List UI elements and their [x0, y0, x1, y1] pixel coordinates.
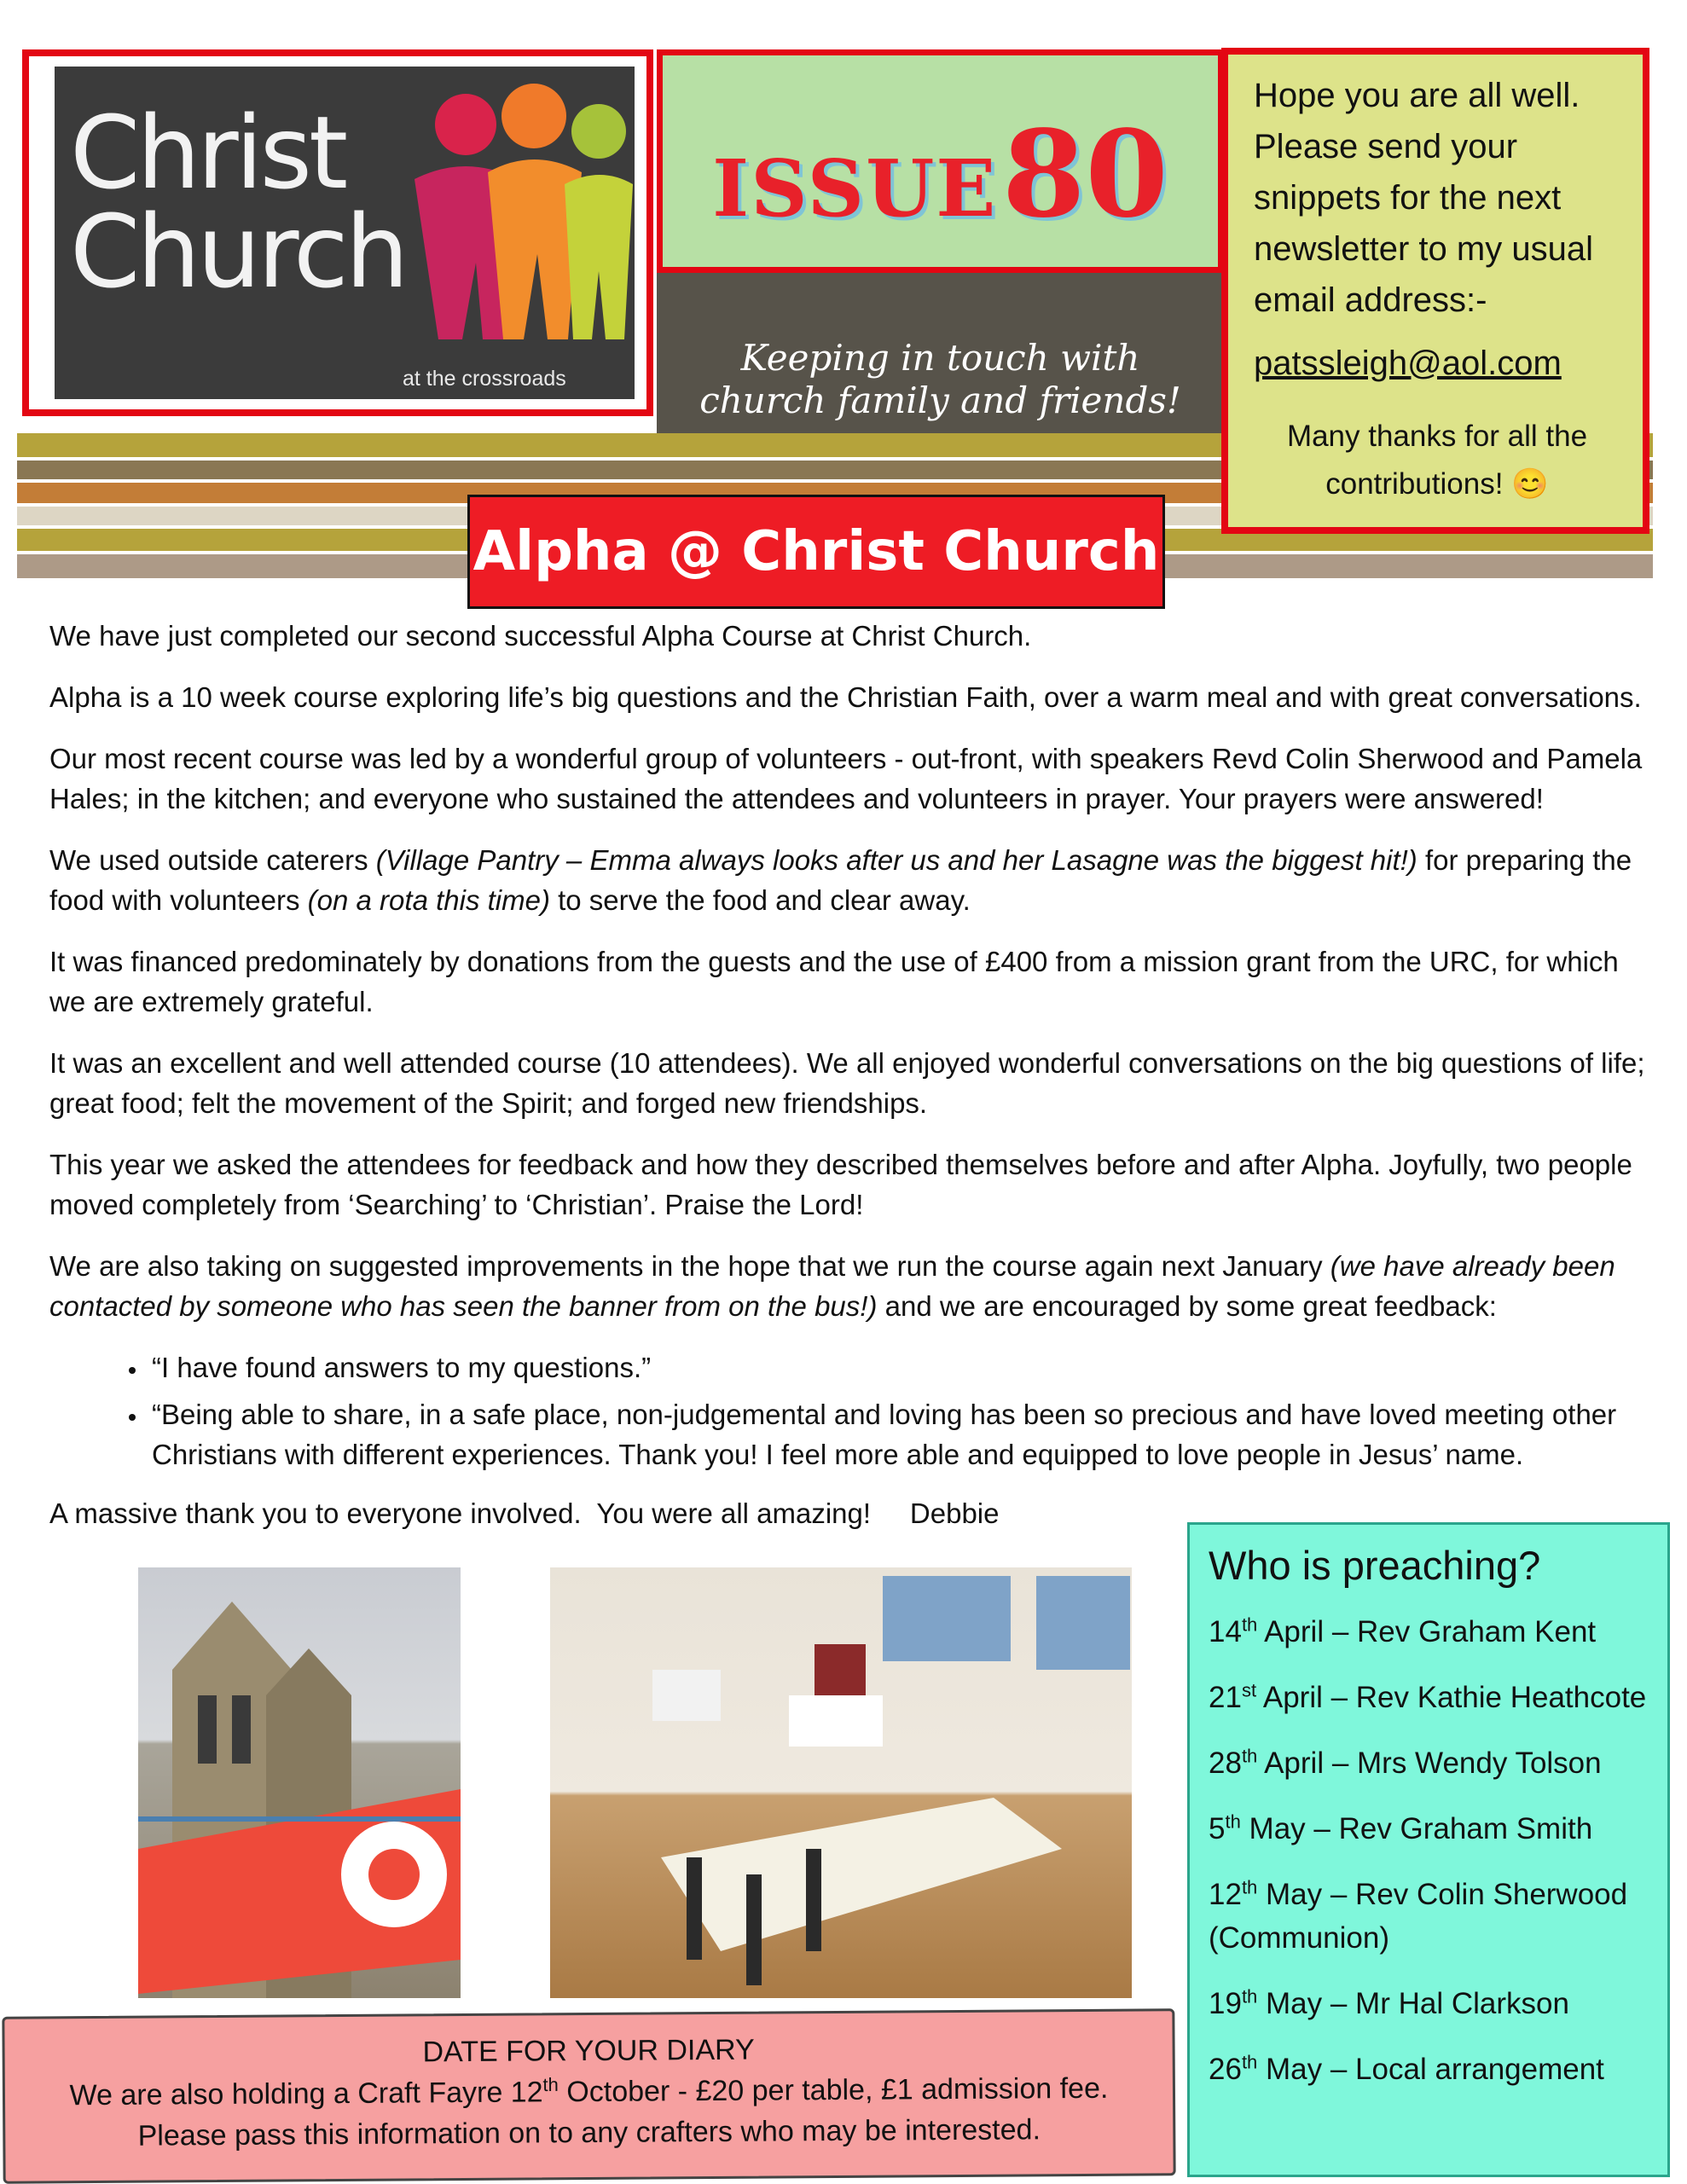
italic-run: (Village Pantry – Emma always looks after us and her Lasagne was the biggest hit!) — [375, 844, 1417, 876]
paragraph: It was financed predominately by donations from the guests and the use of £400 from a mission grant from the URC, for which we are extremely grateful. — [49, 946, 1619, 1017]
preaching-item — [1209, 1741, 1661, 1785]
logo-line1: Christ — [70, 94, 345, 211]
date-day: 26 — [1209, 2053, 1242, 2086]
people-figures-icon — [404, 84, 635, 365]
paragraph — [49, 1246, 1653, 1326]
date-day: 21 — [1209, 1681, 1242, 1714]
date-day: 12 — [1209, 1878, 1242, 1911]
date-suffix: th — [1241, 1613, 1258, 1636]
preacher: May – Mr Hal Clarkson — [1257, 1987, 1569, 2020]
note-text: Hope you are all well. Please send your snippets for the next newsletter to my usual email address:- — [1254, 77, 1593, 319]
issue-panel — [657, 49, 1224, 273]
preaching-item — [1209, 1873, 1661, 1960]
preaching-item — [1209, 1610, 1661, 1654]
italic-run: (on a rota this time) — [307, 884, 550, 916]
preacher: May – Rev Graham Smith — [1240, 1812, 1593, 1845]
issue-title — [663, 105, 1218, 245]
paragraph: It was an excellent and well attended course (10 attendees). We all enjoyed wonderful conversations on the big questions of life; great food; felt the movement of the Spirit; and forged new friendships. — [49, 1047, 1645, 1119]
date-day: 19 — [1209, 1987, 1242, 2020]
date-suffix: th — [1241, 2051, 1258, 2073]
article-body — [49, 616, 1653, 1555]
tagline-line1: Keeping in touch with — [740, 337, 1140, 379]
preaching-item — [1209, 1676, 1661, 1719]
text-run: We are also taking on suggested improvements in the hope that we run the course again next January — [49, 1250, 1330, 1282]
hall-tables-photo — [550, 1567, 1132, 1998]
date-day: 14 — [1209, 1615, 1242, 1648]
paragraph: Alpha is a 10 week course exploring life’s big questions and the Christian Faith, over a warm meal and with great conversations. — [49, 681, 1642, 713]
text-run: to serve the food and clear away. — [549, 884, 971, 916]
feedback-quote: • “Being able to share, in a safe place, non-judgemental and loving has been so precious and have loved meeting other Christians with different experiences. Thank you! I feel more able and equipped to love people in Jesus’ name. — [148, 1394, 1653, 1474]
editor-note — [1221, 48, 1649, 534]
article-heading-banner — [467, 495, 1165, 609]
date-suffix: th — [1241, 1985, 1258, 2007]
preaching-schedule — [1187, 1522, 1670, 2177]
text-run: and we are encouraged by some great feedback: — [877, 1290, 1497, 1322]
diary-text — [4, 2026, 1173, 2158]
preacher: May – Rev Colin Sherwood (Communion) — [1209, 1878, 1628, 1955]
text-run: We used outside caterers — [49, 844, 376, 876]
date-day: 5 — [1209, 1812, 1226, 1845]
date-suffix: th — [1241, 1876, 1258, 1898]
email-link[interactable]: patssleigh@aol.com — [1254, 345, 1562, 382]
date-suffix: th — [1225, 1810, 1241, 1833]
preaching-title: Who is preaching? — [1209, 1543, 1541, 1588]
church-banner-photo — [138, 1567, 461, 1998]
paragraph: Our most recent course was led by a wonderful group of volunteers - out-front, with speakers Revd Colin Sherwood and Pamela Hales; in the kitchen; and everyone who sustained the attendees and volunteers in prayer. Your prayers were answered! — [49, 743, 1643, 814]
date-suffix: st — [1241, 1679, 1257, 1701]
tagline-line2: church family and friends! — [699, 379, 1181, 421]
logo-line2: Church — [70, 193, 406, 310]
paragraph — [49, 840, 1653, 920]
preaching-item — [1209, 2048, 1661, 2091]
text-run: We are also holding a Craft Fayre 12 — [69, 2076, 543, 2112]
tagline-text — [657, 337, 1224, 422]
date-suffix: th — [1241, 1745, 1258, 1767]
feedback-list — [49, 1347, 1653, 1474]
date-suffix: th — [542, 2073, 559, 2096]
text-run: for preparing the food with volunteers — [49, 844, 1632, 916]
preacher: April – Mrs Wendy Tolson — [1257, 1747, 1602, 1780]
closing-line: A massive thank you to everyone involved. You were all amazing! Debbie — [49, 1498, 1000, 1529]
preacher: May – Local arrangement — [1257, 2053, 1604, 2086]
text-run: October - £20 per table, £1 admission fee. — [558, 2071, 1109, 2109]
preacher: April – Rev Graham Kent — [1257, 1615, 1597, 1648]
note-thanks: Many thanks for all the contributions! 😊 — [1286, 420, 1588, 501]
date-day: 28 — [1209, 1747, 1242, 1780]
diary-line: Please pass this information on to any crafters who may be interested. — [137, 2113, 1041, 2152]
church-building-illustration — [138, 1567, 461, 1998]
preaching-list — [1209, 1610, 1661, 2113]
article-heading: Alpha @ Christ Church — [472, 520, 1160, 583]
logo-tagline: at the crossroads — [403, 367, 566, 391]
italic-run: (we have already been contacted by someone who has seen the banner from on the bus!) — [49, 1250, 1615, 1322]
issue-word: ISSUE — [712, 142, 998, 235]
diary-title: DATE FOR YOUR DIARY — [422, 2033, 755, 2069]
feedback-quote: • “I have found answers to my questions.” — [148, 1347, 1653, 1387]
tagline-panel — [657, 273, 1224, 435]
preaching-item — [1209, 1982, 1661, 2025]
hall-illustration — [550, 1567, 1132, 1998]
issue-number: 80 — [1002, 105, 1168, 245]
preacher: April – Rev Kathie Heathcote — [1256, 1681, 1647, 1714]
church-logo — [55, 67, 635, 399]
paragraph: We have just completed our second successful Alpha Course at Christ Church. — [49, 620, 1032, 652]
preaching-item — [1209, 1807, 1661, 1851]
paragraph: This year we asked the attendees for feedback and how they described themselves before and after Alpha. Joyfully, two people moved completely from ‘Searching’ to ‘Christian’. Praise the Lord! — [49, 1149, 1632, 1220]
diary-notice — [2, 2008, 1175, 2184]
logo-frame — [22, 49, 653, 416]
